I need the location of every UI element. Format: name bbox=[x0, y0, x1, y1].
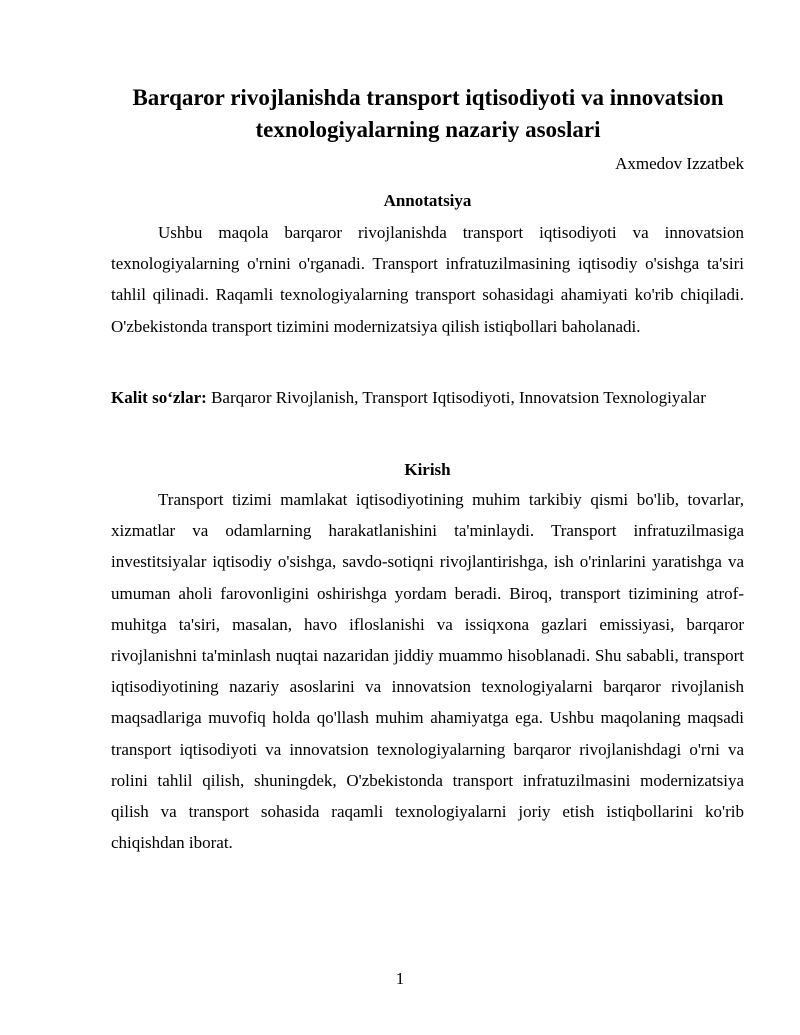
abstract-heading: Annotatsiya bbox=[383, 191, 472, 210]
paper-title: Barqaror rivojlanishda transport iqtisodiyoti va innovatsion texnologiyalarning nazariy asoslari bbox=[132, 85, 724, 142]
keywords-line bbox=[111, 383, 744, 413]
keywords-text: Barqaror Rivojlanish, Transport Iqtisodiyoti, Innovatsion Texnologiyalar bbox=[211, 388, 706, 407]
introduction-text: Transport tizimi mamlakat iqtisodiyotining muhim tarkibiy qismi bo'lib, tovarlar, xizmatlar va odamlarning harakatlanishini ta'minlaydi. Transport infratuzilmasiga investitsiyalar iqtisodiy o'sishga, savdo-sotiqni rivojlantirishga, ish o'rinlarini yaratishga va umuman aholi farovonligini oshirishga yordam beradi. Biroq, transport tizimining atrof-muhitga ta'siri, masalan, havo ifloslanishi va issiqxona gazlari emissiyasi, barqaror rivojlanishni ta'minlash nuqtai nazaridan jiddiy muammo hisoblanadi. Shu sababli, transport iqtisodiyotining nazariy asoslarini va innovatsion texnologiyalarni barqaror rivojlanish maqsadlariga muvofiq holda qo'llash muhim ahamiyatga ega. Ushbu maqolaning maqsadi transport iqtisodiyoti va innovatsion texnologiyalarning barqaror rivojlanishdagi o'rni va rolini tahlil qilish, shuningdek, O'zbekistonda transport infratuzilmasini modernizatsiya qilish va transport sohasida raqamli texnologiyalarni joriy etish istiqbollarini ko'rib chiqishdan iborat. bbox=[111, 490, 744, 853]
keywords-label: Kalit so‘zlar: bbox=[111, 388, 207, 407]
page-number: 1 bbox=[395, 969, 405, 988]
author-name: Axmedov Izzatbek bbox=[615, 154, 744, 173]
abstract-text: Ushbu maqola barqaror rivojlanishda transport iqtisodiyoti va innovatsion texnologiyalarning o'rnini o'rganadi. Transport infratuzilmasining iqtisodiy o'sishga ta'siri tahlil qilinadi. Raqamli texnologiyalarning transport sohasidagi ahamiyati ko'rib chiqiladi. O'zbekistonda transport tizimini modernizatsiya qilish istiqbollari baholanadi. bbox=[111, 223, 744, 336]
introduction-heading: Kirish bbox=[404, 460, 451, 479]
